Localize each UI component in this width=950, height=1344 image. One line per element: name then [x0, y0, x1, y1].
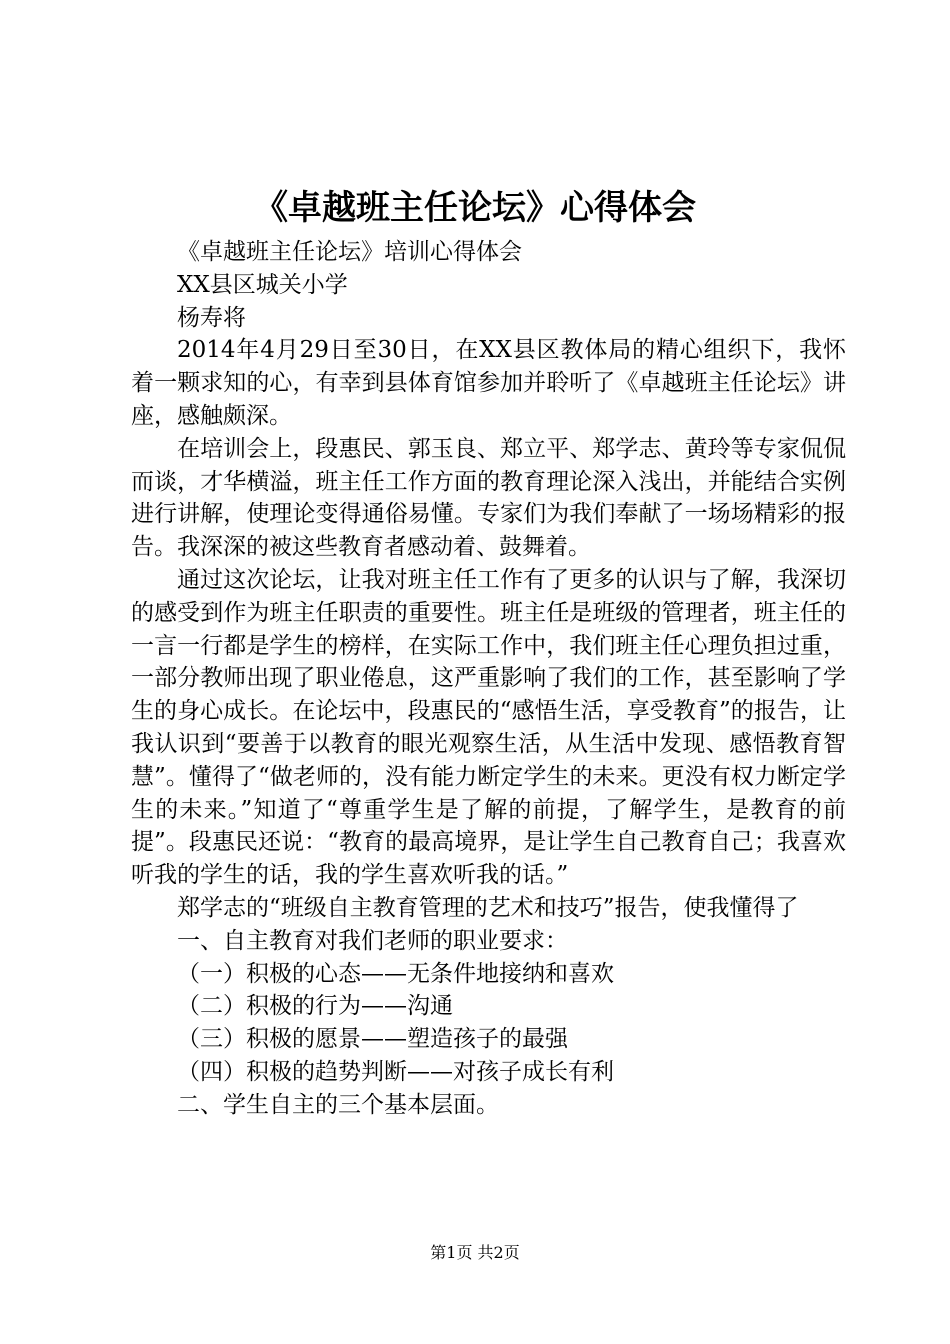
- school-paragraph: XX县区城关小学: [177, 271, 348, 298]
- author-paragraph: 杨寿将: [177, 304, 246, 331]
- body-paragraph: 郑学志的“班级自主教育管理的艺术和技巧”报告，使我懂得了: [177, 894, 799, 921]
- list-item: （四）积极的趋势判断——对孩子成长有利: [177, 1058, 614, 1085]
- body-paragraph: 2014年4月29日至30日，在XX县区教体局的精心组织下，我怀着一颗求知的心，有幸到县体育馆参加并聆听了《卓越班主任论坛》讲座，感触颇深。: [131, 337, 846, 429]
- list-heading: 二、学生自主的三个基本层面。: [177, 1091, 499, 1118]
- body-paragraph: 通过这次论坛，让我对班主任工作有了更多的认识与了解，我深切的感受到作为班主任职责的重要性。班主任是班级的管理者，班主任的一言一行都是学生的榜样，在实际工作中，我们班主任心理负担过重，一部分教师出现了职业倦息，这严重影响了我们的工作，甚至影响了学生的身心成长。在论坛中，段惠民的“感悟生活，享受教育”的报告，让我认识到“要善于以教育的眼光观察生活，从生活中发现、感悟教育智慧”。懂得了“做老师的，没有能力断定学生的未来。更没有权力断定学生的未来。”知道了“尊重学生是了解的前提，了解学生，是教育的前提”。段惠民还说：“教育的最高境界，是让学生自己教育自己；我喜欢听我的学生的话，我的学生喜欢听我的话。”: [131, 566, 846, 889]
- document-body: [131, 236, 846, 1122]
- list-item: （三）积极的愿景——塑造孩子的最强: [177, 1026, 568, 1053]
- page-number-footer: 第1页 共2页: [430, 1243, 520, 1262]
- list-item: （二）积极的行为——沟通: [177, 993, 453, 1020]
- subtitle-paragraph: 《卓越班主任论坛》培训心得体会: [177, 239, 522, 265]
- list-item: （一）积极的心态——无条件地接纳和喜欢: [177, 960, 614, 987]
- list-heading: 一、自主教育对我们老师的职业要求：: [177, 927, 568, 954]
- document-title: 《卓越班主任论坛》心得体会: [254, 188, 696, 228]
- body-paragraph: 在培训会上，段惠民、郭玉良、郑立平、郑学志、黄玲等专家侃侃而谈，才华横溢，班主任工作方面的教育理论深入浅出，并能结合实例进行讲解，使理论变得通俗易懂。专家们为我们奉献了一场场精彩的报告。我深深的被这些教育者感动着、鼓舞着。: [131, 435, 846, 561]
